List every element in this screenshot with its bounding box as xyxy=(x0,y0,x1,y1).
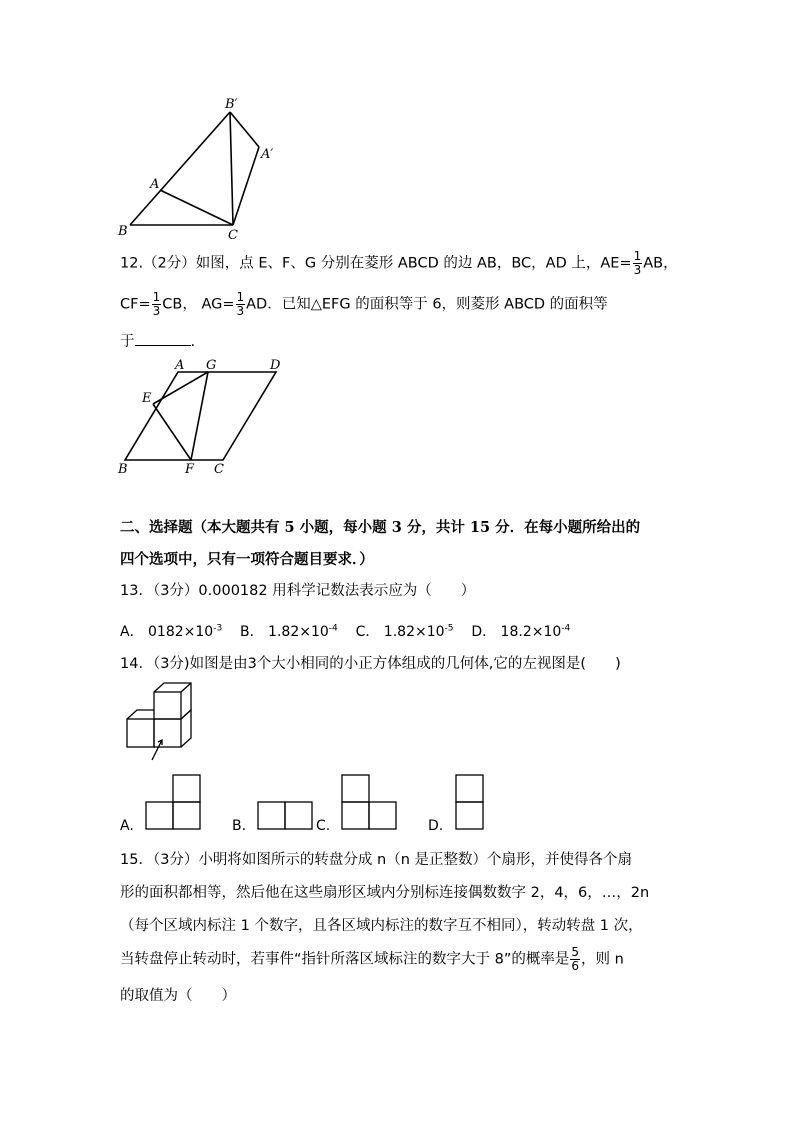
q12-line1-end: AB， xyxy=(643,255,678,272)
frac-num: 1 xyxy=(152,290,161,304)
q12-line3 xyxy=(120,331,195,352)
section-heading-line2: 四个选项中，只有一项符合题目要求．） xyxy=(120,551,374,568)
label-a-prime: A′ xyxy=(261,147,274,162)
q15-line3: （每个区域内标注 1 个数字，且各区域内标注的数字互不相同），转动转盘 1 次， xyxy=(120,918,643,934)
q12-line1-text: 12.（2分）如图，点 E、F、G 分别在菱形 ABCD 的边 AB，BC，AD 上，AE= xyxy=(120,255,632,272)
option-a-exp: -3 xyxy=(213,623,223,633)
q15-line1: 15．（3分）小明将如图所示的转盘分成 n（n 是正整数）个扇形，并使得各个扇 xyxy=(120,852,633,868)
frac-num: 1 xyxy=(236,290,245,304)
label-c: C xyxy=(214,462,224,477)
q12-line2-cf: CF= xyxy=(120,296,151,313)
frac-den: 3 xyxy=(633,263,642,277)
label-c: C xyxy=(228,228,238,242)
q15-line4 xyxy=(120,946,624,973)
frac-den: 6 xyxy=(571,959,579,973)
option-b-label[interactable]: B. xyxy=(232,818,247,834)
option-a-label[interactable]: A. xyxy=(120,818,134,834)
frac-den: 3 xyxy=(152,304,161,318)
q13-stem: 13．（3分）0.000182 用科学记数法表示应为（ ） xyxy=(120,583,476,599)
answer-blank[interactable] xyxy=(135,331,191,346)
option-d-exp: -4 xyxy=(561,623,571,633)
q12-line2-rest: AD．已知△EFG 的面积等于 6，则菱形 ABCD 的面积等 xyxy=(246,296,608,313)
option-c-figure[interactable] xyxy=(341,773,399,831)
q12-line1 xyxy=(120,250,678,277)
fraction-one-third xyxy=(152,291,162,318)
option-a[interactable] xyxy=(120,624,222,640)
option-b-text: B． 1.82×10 xyxy=(240,623,329,640)
rhombus-figure-q12 xyxy=(112,355,292,480)
q14-stem: 14．（3分)如图是由3个大小相同的小正方体组成的几何体,它的左视图是( ) xyxy=(120,656,621,672)
option-c-text: C． 1.82×10 xyxy=(355,623,445,640)
option-c-label[interactable]: C. xyxy=(316,818,331,834)
label-b: B xyxy=(118,224,128,239)
label-b: B xyxy=(118,462,128,477)
triangle-figure-q11 xyxy=(112,92,282,242)
option-c-exp: -5 xyxy=(444,623,454,633)
q12-line3-text: 于 xyxy=(120,334,135,350)
option-b-exp: -4 xyxy=(328,623,338,633)
label-f: F xyxy=(185,462,195,477)
label-d: D xyxy=(270,358,281,373)
q12-line2 xyxy=(120,291,608,318)
option-c[interactable] xyxy=(356,624,454,640)
section-heading-line1: 二、选择题（本大题共有 5 小题，每小题 3 分，共计 15 分．在每小题所给出的 xyxy=(120,519,641,536)
option-d-figure[interactable] xyxy=(455,773,486,831)
label-b-prime: B′ xyxy=(225,97,238,112)
option-d[interactable] xyxy=(471,624,570,640)
label-e: E xyxy=(142,391,152,406)
label-g: G xyxy=(206,358,217,373)
option-a-figure[interactable] xyxy=(145,773,203,831)
q15-line5: 的取值为（ ） xyxy=(120,988,236,1004)
q15-line4-text: 当转盘停止转动时，若事件“指针所落区域标注的数字大于 8”的概率是 xyxy=(120,951,570,968)
frac-num: 5 xyxy=(571,945,579,959)
q15-line4-end: ，则 n xyxy=(581,951,624,968)
option-b-figure[interactable] xyxy=(257,800,315,831)
label-a: A xyxy=(150,177,160,192)
option-d-label[interactable]: D. xyxy=(428,818,444,834)
option-d-text: D． 18.2×10 xyxy=(471,623,562,640)
q13-options xyxy=(120,618,570,642)
cubes-figure-q14 xyxy=(120,680,200,770)
fraction-five-sixths xyxy=(570,946,580,973)
option-b[interactable] xyxy=(240,624,338,640)
q12-line2-ag: CB， AG= xyxy=(162,296,235,313)
frac-num: 1 xyxy=(633,249,642,263)
option-a-text: A． 0182×10 xyxy=(120,623,214,640)
fraction-one-third xyxy=(236,291,246,318)
q12-line3-end: . xyxy=(190,334,196,350)
fraction-one-third xyxy=(633,250,643,277)
q15-line2: 形的面积都相等，然后他在这些扇形区域内分别标连接偶数数字 2，4，6，…，2n xyxy=(120,885,650,901)
label-a: A xyxy=(175,358,185,373)
frac-den: 3 xyxy=(236,304,245,318)
